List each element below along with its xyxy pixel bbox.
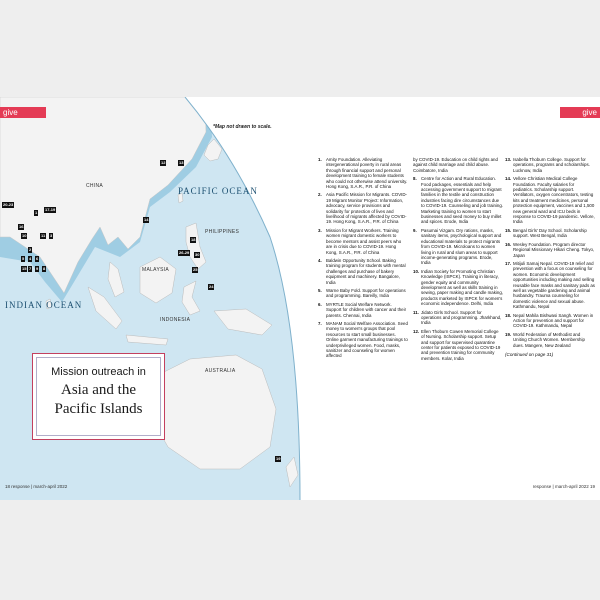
entry-continuation: by COVID-19. Education on child rights and against child marriage and child abuse. Coimbatore, India	[413, 157, 498, 173]
entry-text: Nepal Mahila Bishwasi Sangh. Women in Action for prevention and support for COVID-19. Kathmandu, Nepal	[513, 312, 594, 329]
marker-9: 9	[36, 266, 39, 271]
entry	[505, 332, 595, 348]
entry-number: 9.	[413, 227, 417, 233]
entry	[505, 176, 595, 225]
entry-text: Isabella Thoburn College. Support for operations, programs and scholarships. Lucknow, India	[513, 157, 590, 173]
footer-right: response | march-april 2022 19	[532, 484, 595, 489]
entry	[505, 242, 595, 258]
entry-number: 7.	[318, 320, 322, 326]
malaysia-label: MALAYSIA	[142, 267, 170, 273]
entry-text: Bengal Girls' Day School. Scholarship support. West Bengal, India	[513, 227, 587, 239]
entry-text: Vellore Christian Medical College Foundation. Faculty salaries for pediatrics. Scholarship support. Ventilators, oxygen concentrators, testing kits and treatment medicines, personal protection equipment, vaccines and 1,500 new general ward and ICU beds in response to COVID-19 pandemic. Vellore, India	[513, 176, 595, 225]
china-label: CHINA	[86, 183, 104, 189]
entry-number: 10.	[413, 268, 420, 274]
entry	[413, 269, 503, 307]
entry-number: 1.	[318, 157, 322, 162]
entry	[413, 329, 503, 361]
entry	[318, 321, 408, 359]
entry-number: 13.	[505, 157, 512, 162]
marker-7: 7	[29, 266, 32, 271]
entry	[318, 258, 408, 285]
entry-text: Mitijuli Samaj Nepal. COVID-19 relief and prevention with a focus on counseling for women. Economic development opportunities including making and selling reusable face masks and sanitary pads as well as vegetable gardening and animal husbandry. Trauma counseling for domestic violence and sexual abuse. Kathmandu, Nepal	[513, 260, 596, 310]
entry	[413, 228, 503, 266]
entry-number: 17.	[505, 260, 512, 266]
entry-text: Mission for Migrant Workers. Training women migrant domestic workers to become mentors and assist peers who are in crisis due to COVID-19. Hong Kong, S.A.R., P.R. of China	[326, 227, 402, 255]
entry-number: 12.	[413, 328, 420, 334]
marker-17-19: 17-19	[45, 207, 56, 212]
marker-25: 25	[193, 267, 198, 272]
entry	[505, 261, 595, 310]
entry-text: Pasumai Vizgam. Dry rations, masks, sanitary items, psychological support and educational materials to protect migrants from COVID-19. Microloans to women living in rural and slum areas to support income-generating programs. Erode, India	[421, 227, 502, 266]
marker-20-23: 20-23	[3, 202, 14, 207]
marker-13: 13	[179, 160, 184, 165]
marker-19: 19	[276, 456, 281, 461]
australia-label: AUSTRALIA	[205, 368, 236, 374]
marker-14: 14	[144, 217, 149, 222]
indonesia-label: INDONESIA	[160, 317, 191, 323]
entry	[413, 176, 503, 225]
entry-number: 2.	[318, 192, 322, 198]
entry-number: 14.	[505, 176, 512, 182]
entry-number: 18.	[505, 312, 512, 318]
entry	[505, 157, 595, 173]
entry-text: Asia Pacific Mission for Migrants. COVID-19 Migrant Monitor Project: Information, advocacy, service provisions and solidarity for protection of lives and livelihood of migrants affected by COVID-19. Hong Kong, S.A.R., P.R. of China	[326, 192, 408, 225]
marker-10: 10	[22, 233, 27, 238]
marker-18: 18	[191, 237, 196, 242]
marker-11: 11	[41, 233, 46, 238]
pacific-ocean-label: PACIFIC OCEAN	[178, 186, 258, 196]
entry-text: Jidato Girls School. Support for operations and programming. Jharkhand, India	[421, 309, 502, 326]
entry	[505, 313, 595, 329]
entry	[505, 228, 595, 239]
marker-8: 8	[43, 266, 46, 271]
marker-12: 12	[161, 160, 166, 165]
marker-3: 3	[50, 233, 53, 238]
entry-number: 16.	[505, 241, 512, 247]
entry	[318, 228, 408, 255]
entries-column-2	[413, 157, 503, 364]
entry-text: MANAM Social Welfare Association. Seed money to women's groups that pool resources to start small businesses. Online garment manufacturing trainings to underprivileged women. Food, masks, sanitizer and counseling for women affected	[326, 320, 408, 359]
title-line-2: Asia and the	[61, 382, 136, 398]
entry-text: Baldwin Opportunity School. Baking training program for students with mental challenges and purchase of bakery equipment and machinery. Bangalore, India	[326, 257, 406, 285]
entry-number: 19.	[505, 331, 512, 337]
entry-number: 6.	[318, 301, 322, 307]
marker-4: 4	[29, 256, 32, 261]
entry	[318, 302, 408, 318]
entry	[318, 192, 408, 224]
entry	[413, 310, 503, 326]
marker-24: 24	[209, 284, 214, 289]
marker-1: 1	[35, 210, 38, 215]
entry-number: 4.	[318, 257, 322, 263]
entries-column-3	[505, 157, 595, 357]
give-tab-right: give	[560, 107, 600, 118]
entry-text: Centre for Action and Rural Education. Food packages, essentials and help accessing government support to migrant families in the textile and construction industries facing dire circumstances due to COVID-19. Counseling and job training. Marketing training to women to start businesses and seed money to buy millet and spices. Erode, India	[421, 176, 504, 225]
entry-text: Wesley Foundation. Program director Regional Missionary Hikari Cheng. Tokyo, Japan	[513, 241, 595, 258]
marker-30: 30	[195, 252, 200, 257]
entry-text: MYRTLE Social Welfare Network. Support for children with cancer and their parents. Chennai, India	[326, 301, 407, 318]
entry-text: Indian Society for Promoting Christian Knowledge (ISPCK). Training in literacy, gender equity and community development as well as skills training in sewing, paper making and candle making, products marketed by ISPCK for women's economic independence. Delhi, India	[421, 268, 504, 307]
give-tab-left: give	[0, 107, 46, 118]
title-line-3: Pacific Islands	[54, 401, 143, 417]
title-box	[36, 357, 161, 436]
entry	[318, 157, 408, 189]
marker-26-29: 26-29	[179, 250, 190, 255]
marker-5: 5	[22, 256, 25, 261]
marker-16: 16	[19, 224, 24, 229]
indian-ocean-label: INDIAN OCEAN	[5, 300, 83, 310]
entry	[318, 288, 408, 299]
continued-note: (Continued on page 31)	[505, 352, 554, 357]
marker-15: 15	[22, 266, 27, 271]
entry-text: World Federation of Methodist and Uniting Church Women. Membership dues. Mangere, New Zealand	[513, 331, 585, 348]
entry-number: 15.	[505, 227, 512, 233]
entry-number: 11.	[413, 309, 419, 315]
entry-number: 5.	[318, 287, 322, 293]
entry-number: 8.	[413, 176, 417, 182]
marker-6: 6	[36, 256, 39, 261]
entry-text: Ellen Thoburn Cowen Memorial College of Nursing. Scholarship support. Setup and support for supervised quarantine center for patients exposed to COVID-19 and prevention training for community members. Kolar, India	[421, 328, 501, 361]
title-line-1: Mission outreach in	[51, 366, 146, 378]
footer-left: 18 response | march-april 2022	[5, 484, 68, 489]
entries-column-1	[318, 157, 408, 362]
entry-text: Warne Baby Fold. Support for operations and programming. Bareilly, India	[326, 287, 406, 299]
marker-2: 2	[29, 247, 32, 252]
entry-number: 3.	[318, 227, 322, 233]
philippines-label: PHILIPPINES	[205, 229, 240, 235]
entry-text: Amity Foundation. Alleviating intergenerational poverty in rural areas through financial support and personal development training to female students who could not otherwise attend university. Hong Kong, S.A.R., P.R. of China	[326, 157, 408, 190]
scale-note: *Map not drawn to scale.	[213, 124, 272, 130]
